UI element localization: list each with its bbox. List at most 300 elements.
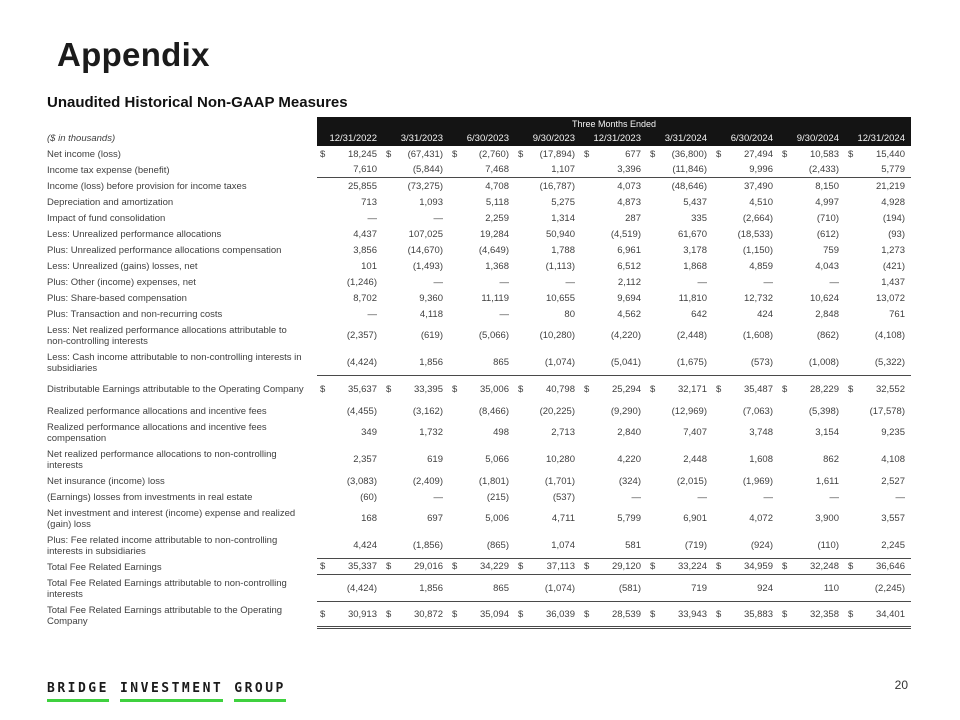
value-cell [515,306,581,322]
bridge-investment-group-logo [47,681,297,702]
units-note: ($ in thousands) [47,133,116,144]
value-cell [713,210,779,226]
value: (10,280) [539,330,575,341]
value: 29,016 [413,561,443,572]
value: (20,225) [539,405,575,417]
value-cell [317,242,383,258]
row-values [317,489,911,505]
value: 4,118 [419,308,443,320]
dollar-sign: $ [386,608,392,620]
value-cell [647,242,713,258]
value: 2,840 [617,427,641,438]
value-cell [515,226,581,242]
value-cell [581,505,647,532]
value: (862) [816,330,839,341]
value: (5,322) [874,356,905,368]
value-cell [383,162,449,177]
logo-word: BRIDGE [47,681,109,702]
value: 11,119 [481,292,509,304]
column-header: 6/30/2023 [466,133,509,144]
value-cell [647,559,713,574]
value-cell [713,446,779,473]
value-cell [779,290,845,306]
value: 37,113 [546,561,575,572]
value-cell [449,322,515,349]
value: 32,358 [809,608,839,620]
dollar-sign: $ [584,608,590,620]
value: 761 [889,308,905,320]
value: 5,066 [485,454,509,465]
value-cell [581,194,647,210]
value: (3,083) [346,475,377,487]
value-cell [779,376,845,403]
value-cell [449,242,515,258]
row-values [317,162,911,178]
row-values [317,473,911,489]
value-cell [383,419,449,446]
row-values [317,602,911,629]
row-values [317,532,911,559]
column-header: 12/31/2024 [857,133,905,144]
value-cell [449,602,515,626]
table-row [47,162,911,178]
value: 1,314 [551,212,575,224]
table-row [47,505,911,532]
table-row [47,226,911,242]
value: (710) [816,212,839,224]
value-cell [581,559,647,574]
value: 10,624 [809,292,839,304]
value-cell [779,559,845,574]
value: 619 [427,454,443,465]
value: 713 [361,196,377,208]
value-cell [383,178,449,194]
value: 32,248 [809,561,839,572]
value-cell [449,419,515,446]
value: — [367,212,377,224]
value-cell [845,403,911,419]
value-cell [845,194,911,210]
row-label: Less: Unrealized performance allocations [47,228,222,240]
value-cell [581,306,647,322]
value: (18,533) [737,228,773,240]
value: (1,856) [412,539,443,551]
value: 4,873 [617,196,641,208]
table-row [47,419,911,446]
value-cell [713,505,779,532]
table-row [47,376,911,403]
value: 9,694 [617,292,641,304]
value-cell [383,242,449,258]
dollar-sign: $ [386,384,392,395]
value-cell [779,322,845,349]
value-cell [581,489,647,505]
value-cell [317,505,383,532]
value-cell [383,274,449,290]
value: 1,732 [419,427,443,438]
value-cell [383,559,449,574]
value-cell [449,559,515,574]
value-cell [449,178,515,194]
value-cell [317,532,383,558]
value-cell [383,602,449,626]
value-cell [647,419,713,446]
value-cell [449,290,515,306]
value-cell [647,290,713,306]
value-cell [845,376,911,403]
value-cell [845,242,911,258]
value: (2,245) [874,582,905,594]
value: (48,646) [671,180,707,192]
dollar-sign: $ [452,608,458,620]
dollar-sign: $ [716,384,722,395]
value: (2,433) [808,164,839,175]
value-cell [383,146,449,162]
value: 424 [757,308,773,320]
value-cell [647,489,713,505]
value: 5,006 [485,513,509,524]
dollar-sign: $ [650,148,656,160]
dollar-sign: $ [782,608,788,620]
value-cell [713,290,779,306]
row-label: Total Fee Related Earnings attributable to the Operating Company [47,604,283,627]
value: (2,664) [742,212,773,224]
value: 5,275 [551,196,575,208]
value-cell [317,376,383,403]
value-cell [317,322,383,349]
dollar-sign: $ [518,384,524,395]
value-cell [581,274,647,290]
dollar-sign: $ [518,148,524,160]
table-row [47,575,911,602]
value-cell [845,473,911,489]
value: 80 [564,308,575,320]
value-cell [449,306,515,322]
table-row [47,210,911,226]
value-cell [515,419,581,446]
value: (73,275) [407,180,443,192]
value: — [433,491,443,503]
value: 33,395 [413,384,443,395]
value-cell [515,376,581,403]
value-cell [383,194,449,210]
value-cell [581,376,647,403]
value-cell [317,349,383,375]
value: 1,788 [551,244,575,256]
value: (5,844) [412,164,443,175]
value: (1,701) [544,475,575,487]
value: 110 [823,582,839,594]
value: 9,360 [419,292,443,304]
value: (719) [684,539,707,551]
value-cell [713,473,779,489]
value-cell [779,489,845,505]
value: 1,868 [683,260,707,272]
row-values [317,403,911,419]
value-cell [845,290,911,306]
value-cell [713,532,779,558]
value: 2,713 [551,427,575,438]
value-cell [845,575,911,601]
value-cell [449,403,515,419]
dollar-sign: $ [518,608,524,620]
value: 6,512 [617,260,641,272]
value-cell [581,162,647,177]
value-cell [713,602,779,626]
value-cell [647,473,713,489]
row-label: Impact of fund consolidation [47,212,166,224]
value-cell [647,274,713,290]
value-cell [581,210,647,226]
dollar-sign: $ [716,561,722,572]
table-row [47,532,911,559]
value-cell [647,162,713,177]
value-cell [647,532,713,558]
value-cell [383,349,449,375]
dollar-sign: $ [452,561,458,572]
row-label: Income tax expense (benefit) [47,164,170,176]
value: — [433,276,443,288]
value-cell [383,532,449,558]
value: 33,943 [677,608,707,620]
value-cell [317,146,383,162]
value: 3,178 [683,244,707,256]
table-row [47,242,911,258]
value-cell [779,146,845,162]
value: (2,357) [346,330,377,341]
row-values [317,575,911,602]
value: 4,562 [617,308,641,320]
value-cell [779,403,845,419]
value-cell [713,306,779,322]
value: 4,510 [749,196,773,208]
value-cell [779,274,845,290]
row-values [317,559,911,575]
row-label: Total Fee Related Earnings attributable to non-controlling interests [47,577,287,600]
value: — [895,491,905,503]
value: 924 [757,582,773,594]
value: 28,229 [809,384,839,395]
row-label: Plus: Transaction and non-recurring costs [47,308,223,320]
value: (4,649) [478,244,509,256]
value-cell [581,258,647,274]
value: 101 [361,260,377,272]
value: 35,637 [347,384,377,395]
dollar-sign: $ [782,384,788,395]
value: 30,872 [413,608,443,620]
value-cell [713,419,779,446]
value-cell [515,489,581,505]
row-label: Plus: Share-based compensation [47,292,187,304]
value: 642 [691,308,707,320]
value-cell [383,322,449,349]
value-cell [779,242,845,258]
value-cell [845,419,911,446]
value: (110) [817,539,839,551]
row-values [317,376,911,403]
value: 1,074 [551,539,575,551]
value-cell [713,575,779,601]
value: 2,448 [683,454,707,465]
dollar-sign: $ [650,384,656,395]
dollar-sign: $ [386,561,392,572]
table-row [47,178,911,194]
value-cell [515,258,581,274]
value-cell [515,532,581,558]
value: 4,928 [881,196,905,208]
row-label: Net investment and interest (income) expense and realized (gain) loss [47,507,296,530]
value-cell [317,602,383,626]
value-cell [515,274,581,290]
value: (1,074) [544,356,575,368]
value: (4,519) [610,228,641,240]
column-header: 6/30/2024 [730,133,773,144]
row-values [317,274,911,290]
value: 2,259 [485,212,509,224]
value-cell [515,473,581,489]
value: (924) [750,539,773,551]
row-values [317,322,911,349]
value-cell [779,258,845,274]
value: 5,437 [683,196,707,208]
value: 2,245 [881,539,905,551]
value-cell [515,290,581,306]
row-label: Plus: Other (income) expenses, net [47,276,196,288]
value-cell [515,322,581,349]
value-cell [581,242,647,258]
value: 36,039 [545,608,575,620]
value-cell [317,274,383,290]
value: 865 [493,582,509,594]
value-cell [449,489,515,505]
value: — [829,276,839,288]
value: 1,368 [485,260,509,272]
value: 8,150 [815,180,839,192]
value: (17,894) [539,148,575,160]
value: — [631,491,641,503]
value-cell [515,349,581,375]
value: — [565,276,575,288]
value-cell [449,505,515,532]
value-cell [383,489,449,505]
value: 37,490 [743,180,773,192]
value: — [763,491,773,503]
value: 27,494 [743,148,773,160]
value-cell [383,258,449,274]
value: 168 [361,513,377,524]
value-cell [383,290,449,306]
value-cell [647,505,713,532]
value: 9,996 [749,164,773,175]
value: (67,431) [407,148,443,160]
value-cell [581,532,647,558]
value: (8,466) [478,405,509,417]
value: 4,220 [617,454,641,465]
value: — [829,491,839,503]
value: 4,073 [617,180,641,192]
value-cell [845,178,911,194]
value: (3,162) [412,405,443,417]
row-label: Less: Net realized performance allocations attributable to non-controlling interests [47,324,287,347]
value-cell [317,559,383,574]
value: 10,280 [545,454,575,465]
value-cell [779,194,845,210]
value-cell [845,306,911,322]
value-cell [449,575,515,601]
dollar-sign: $ [452,148,458,160]
value-cell [581,446,647,473]
value: 7,407 [683,427,707,438]
value-cell [581,419,647,446]
dollar-sign: $ [782,148,788,160]
value: 5,779 [881,164,905,175]
value-cell [449,162,515,177]
value: 10,655 [545,292,575,304]
value: (16,787) [539,180,575,192]
value-cell [581,146,647,162]
value-cell [449,349,515,375]
table-row [47,559,911,575]
dollar-sign: $ [716,608,722,620]
row-label: (Earnings) losses from investments in real estate [47,491,253,503]
value: 35,094 [479,608,509,620]
value: 287 [625,212,641,224]
dollar-sign: $ [320,561,326,572]
value-cell [779,419,845,446]
value: 4,108 [881,454,905,465]
value-cell [713,194,779,210]
value: (194) [882,212,905,224]
value: 35,487 [743,384,773,395]
value: 18,245 [347,148,377,160]
table-row [47,403,911,419]
value-cell [779,602,845,626]
value: — [499,276,509,288]
value-cell [647,446,713,473]
table-row [47,290,911,306]
value-cell [779,446,845,473]
value-cell [647,349,713,375]
row-label: Total Fee Related Earnings [47,561,162,573]
value: (4,220) [610,330,641,341]
column-header: 3/31/2024 [664,133,707,144]
value-cell [317,258,383,274]
value: (215) [486,491,509,503]
value-cell [713,489,779,505]
value: (1,493) [412,260,443,272]
dollar-sign: $ [320,384,326,395]
value-cell [713,178,779,194]
value: 21,219 [875,180,905,192]
value: 3,900 [815,513,839,524]
value-cell [779,532,845,558]
dollar-sign: $ [584,384,590,395]
value-cell [449,226,515,242]
value-cell [317,419,383,446]
value: 498 [493,427,509,438]
value: (1,246) [346,276,377,288]
dollar-sign: $ [584,561,590,572]
value-cell [713,322,779,349]
value: 862 [823,454,839,465]
value-cell [779,306,845,322]
value: 6,961 [617,244,641,256]
value-cell [581,349,647,375]
value-cell [581,403,647,419]
value-cell [515,178,581,194]
value: 4,043 [815,260,839,272]
value: 581 [625,539,641,551]
